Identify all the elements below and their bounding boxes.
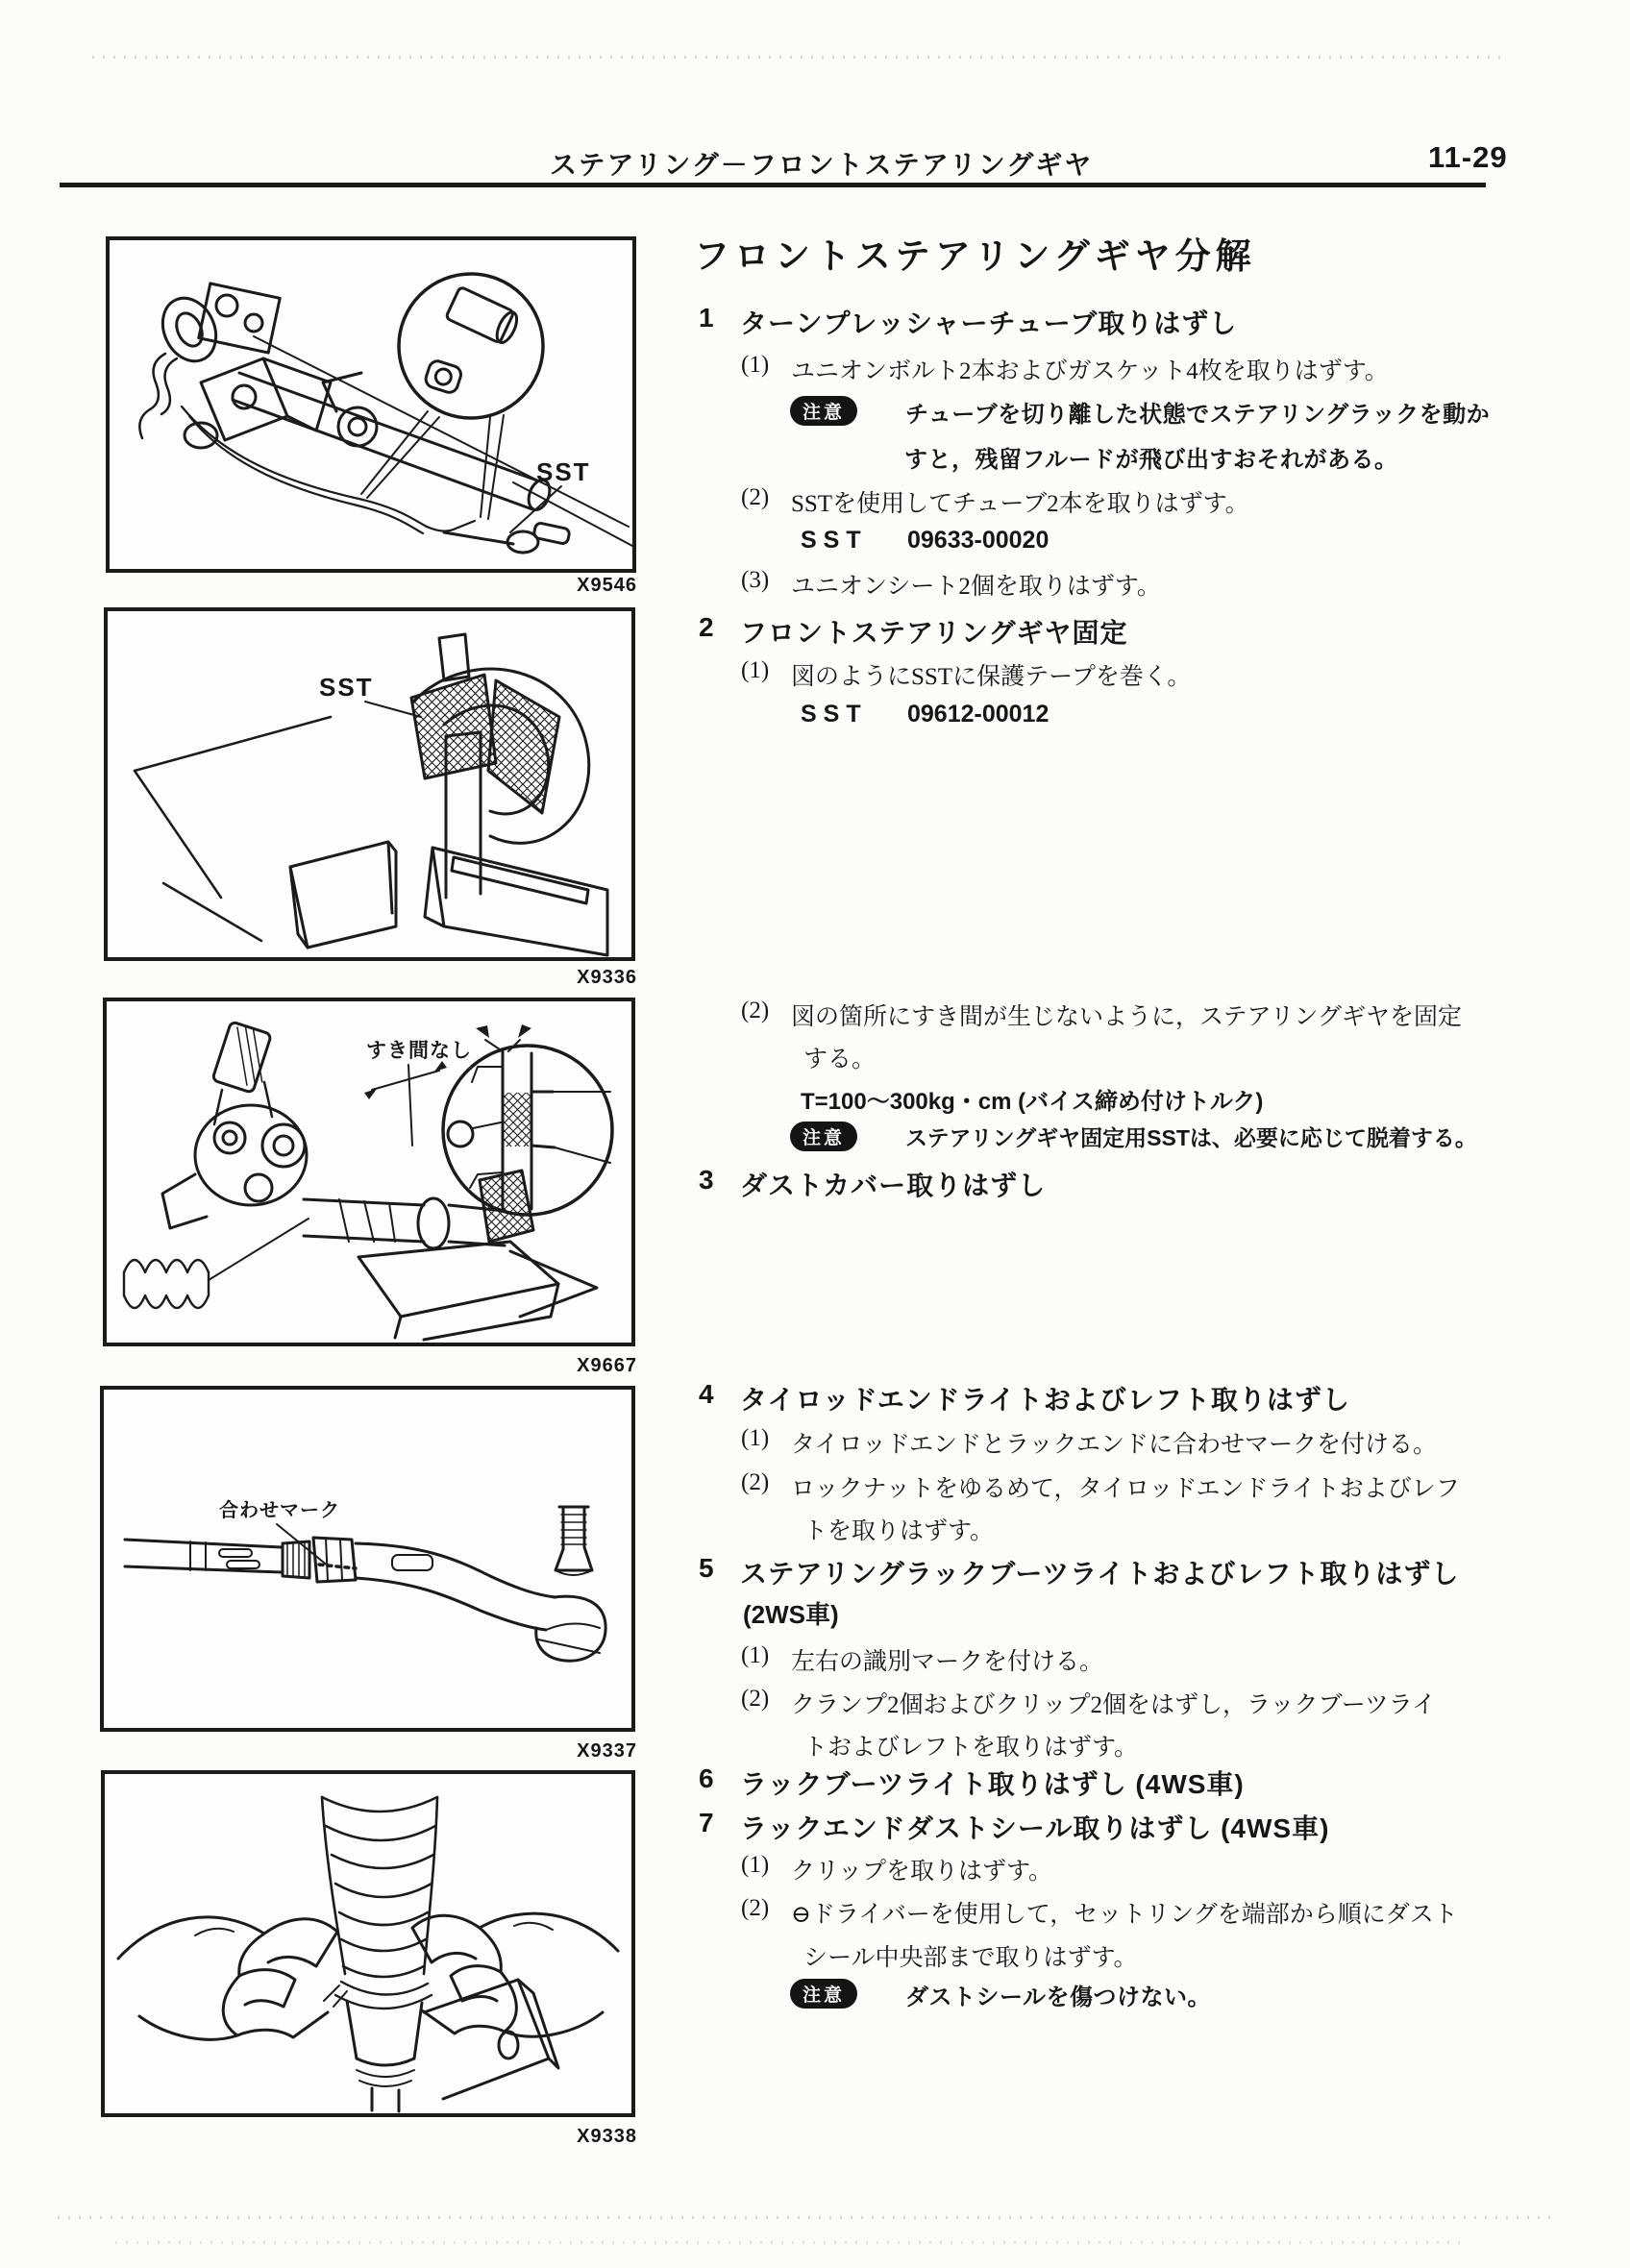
item-label: (2) [741, 484, 770, 510]
step-number: 4 [699, 1379, 715, 1409]
sst-label: SST [801, 527, 868, 554]
item-text: タイロッドエンドとラックエンドに合わせマークを付ける。 [791, 1432, 1438, 1458]
page-title: フロントステアリングギヤ分解 [694, 236, 1256, 276]
torque-spec: T=100～300kg・cm (バイス締め付けトルク) [801, 1089, 1264, 1115]
item-text: 図のようにSSTに保護テープを巻く。 [791, 664, 1192, 690]
figure-sst-label: SST [319, 673, 374, 702]
item-text: ロックナットをゆるめて，タイロッドエンドライトおよびレフ [791, 1476, 1460, 1502]
scan-noise-top [92, 56, 1505, 59]
item-label: (1) [741, 352, 770, 378]
figure-gap-label: すき間なし [366, 1040, 472, 1062]
note-badge: 注意 [790, 1979, 857, 2009]
item-label: (2) [741, 998, 770, 1023]
item-label: (2) [741, 1469, 770, 1495]
scan-noise-bottom-2 [115, 2241, 1461, 2244]
figure-code-x9667: X9667 [577, 1355, 637, 1376]
item-text-continued: シール中央部まで取りはずす。 [803, 1945, 1138, 1971]
item-text: クランプ2個およびクリップ2個をはずし，ラックブーツライ [791, 1692, 1437, 1718]
step-title: ラックブーツライト取りはずし (4WS車) [740, 1769, 1245, 1799]
item-label: (1) [741, 1642, 770, 1668]
header-rule [60, 183, 1486, 187]
sst-part-number: 09633-00020 [907, 527, 1050, 554]
figure-x9338 [101, 1770, 635, 2117]
header-section-title: ステアリング－フロントステアリングギヤ [550, 150, 1094, 180]
item-label: (1) [741, 1425, 770, 1451]
item-label: (2) [741, 1686, 770, 1712]
figure-x9337 [100, 1386, 635, 1732]
figure-code-x9546: X9546 [577, 575, 637, 596]
step-number: 5 [699, 1553, 715, 1583]
note-text-continued: すと，残留フルードが飛び出すおそれがある。 [904, 447, 1398, 473]
figure-code-x9337: X9337 [577, 1740, 637, 1762]
gear-fixing-gap-diagram [107, 1001, 631, 1343]
figure-sst-label: SST [536, 457, 591, 486]
item-text: ユニオンシート2個を取りはずす。 [791, 574, 1161, 600]
step-title: ステアリングラックブーツライトおよびレフト取りはずし [740, 1559, 1460, 1589]
note-badge: 注意 [790, 1122, 857, 1151]
page-number: 11-29 [1428, 140, 1508, 174]
tie-rod-matchmark-diagram [104, 1390, 631, 1728]
sst-label: SST [801, 701, 868, 727]
step-title: ラックエンドダストシール取りはずし (4WS車) [740, 1813, 1330, 1843]
step-number: 7 [699, 1808, 715, 1837]
figure-code-x9336: X9336 [577, 967, 637, 988]
item-text: ⊖ドライバーを使用して，セットリングを端部から順にダスト [791, 1902, 1458, 1928]
item-text-continued: トを取りはずす。 [803, 1518, 995, 1544]
step-title: ターンプレッシャーチューブ取りはずし [740, 308, 1238, 338]
note-badge: 注意 [790, 396, 857, 426]
sst-part-number: 09612-00012 [907, 701, 1050, 727]
step-number: 6 [699, 1763, 715, 1793]
step-number: 3 [699, 1165, 715, 1195]
note-text: ダストシールを傷つけない。 [905, 1984, 1212, 2010]
item-text: 左右の識別マークを付ける。 [791, 1649, 1104, 1675]
figure-matchmark-label: 合わせマーク [219, 1500, 340, 1521]
item-label: (2) [741, 1895, 770, 1921]
item-text: 図の箇所にすき間が生じないように，ステアリングギヤを固定 [791, 1004, 1463, 1030]
item-label: (1) [741, 657, 770, 683]
scan-noise-bottom [58, 2216, 1557, 2219]
step-number: 2 [699, 612, 715, 642]
figure-x9667 [103, 998, 635, 1346]
rack-boot-hands-diagram [105, 1774, 631, 2113]
steering-gear-tube-removal-diagram [110, 240, 632, 569]
item-text: ユニオンボルト2本およびガスケット4枚を取りはずす。 [791, 358, 1389, 384]
step-title: フロントステアリングギヤ固定 [740, 618, 1128, 648]
item-text: SSTを使用してチューブ2本を取りはずす。 [791, 491, 1249, 517]
figure-x9336 [104, 607, 635, 961]
item-text-continued: する。 [803, 1047, 877, 1072]
item-text: クリップを取りはずす。 [791, 1859, 1053, 1885]
item-label: (3) [741, 567, 770, 593]
step-title: タイロッドエンドライトおよびレフト取りはずし [740, 1385, 1350, 1415]
figure-x9546 [106, 236, 636, 573]
step-title-variant: (2WS車) [743, 1600, 839, 1629]
item-label: (1) [741, 1852, 770, 1878]
sst-protective-tape-vise-diagram [108, 611, 631, 957]
item-text-continued: トおよびレフトを取りはずす。 [803, 1735, 1139, 1761]
step-number: 1 [699, 303, 715, 333]
note-text: チューブを切り離した状態でステアリングラックを動か [905, 402, 1491, 428]
note-text: ステアリングギヤ固定用SSTは、必要に応じて脱着する。 [905, 1125, 1477, 1150]
figure-code-x9338: X9338 [577, 2126, 637, 2147]
step-title: ダストカバー取りはずし [740, 1171, 1047, 1200]
